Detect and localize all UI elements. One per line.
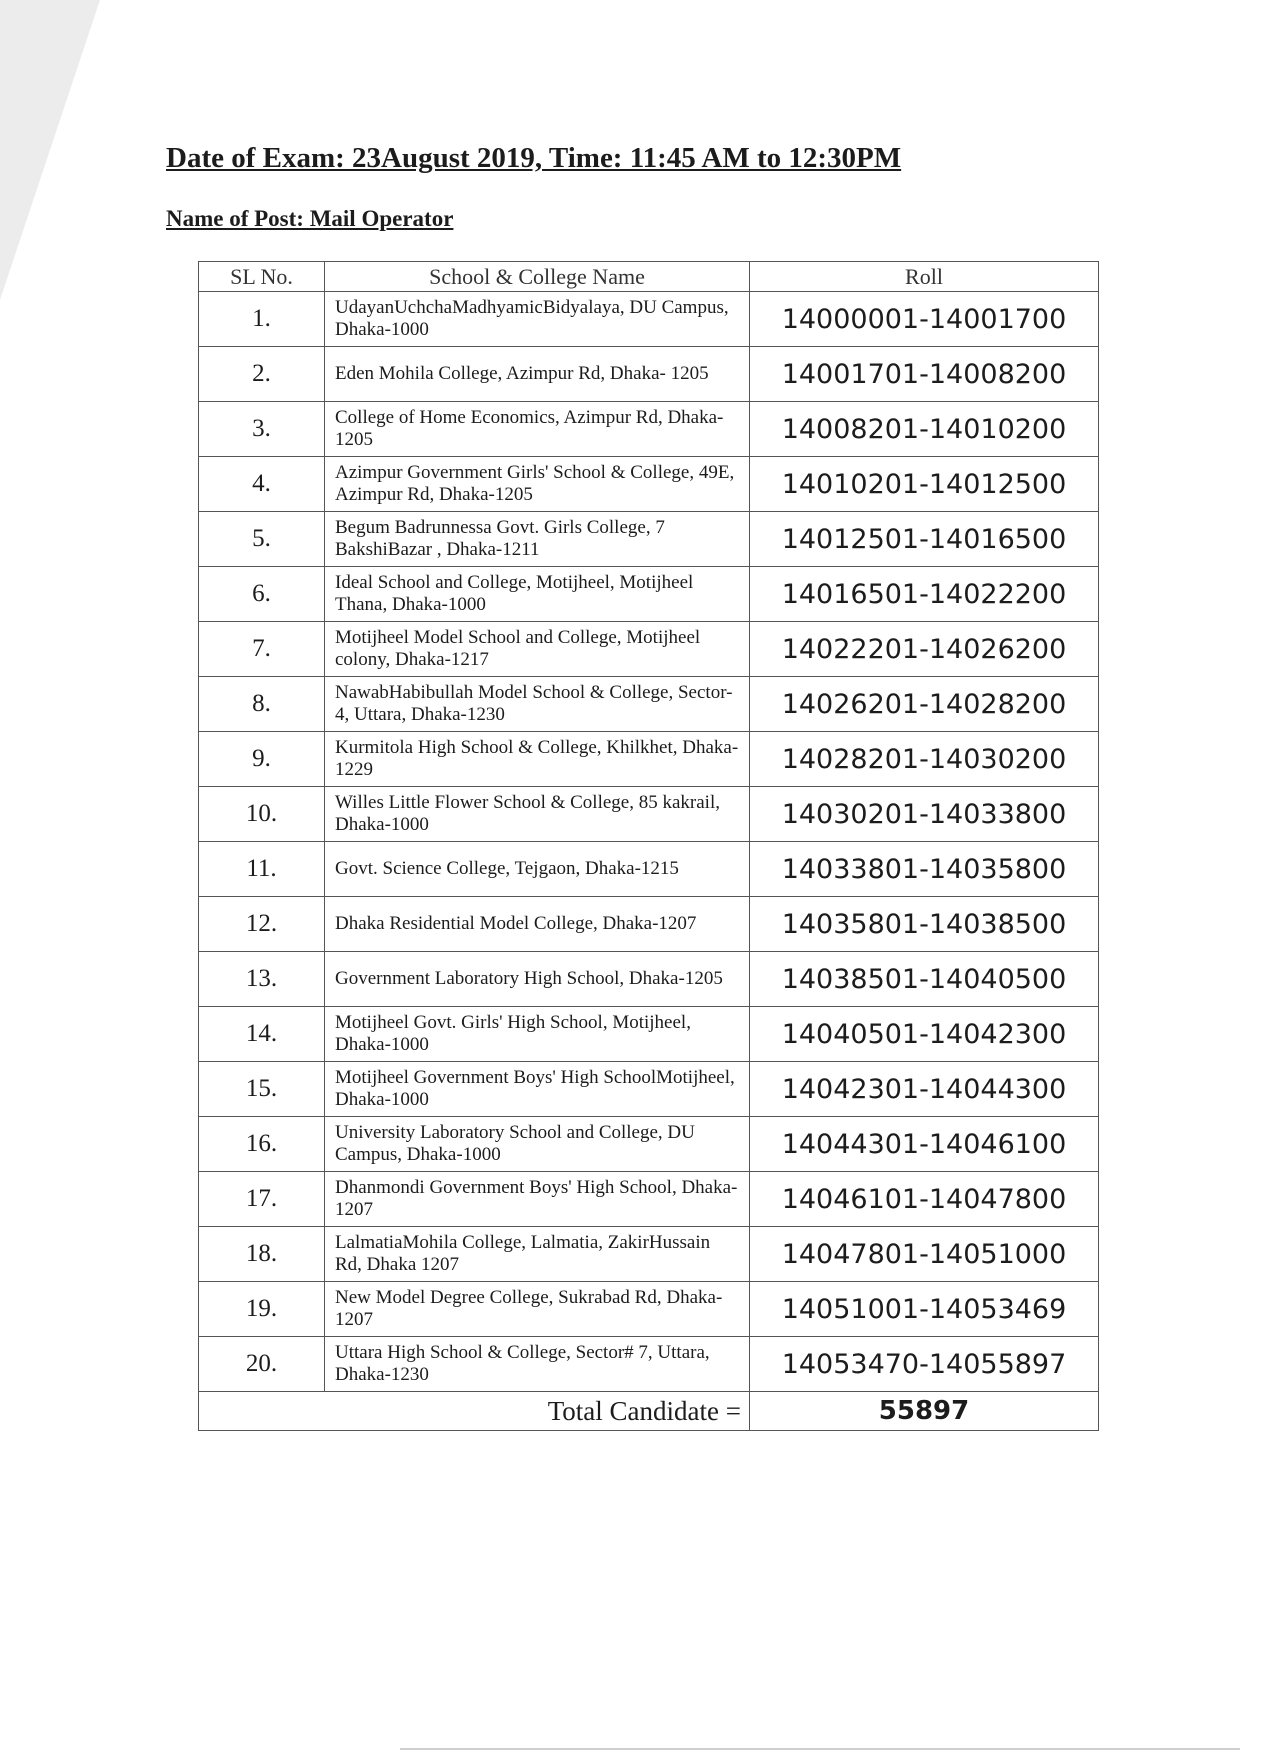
sl-cell: 20. [199, 1337, 325, 1392]
roll-cell: 14053470-14055897 [750, 1337, 1099, 1392]
table-body [199, 292, 1099, 1431]
table-row [199, 1227, 1099, 1282]
school-cell: Begum Badrunnessa Govt. Girls College, 7 BakshiBazar , Dhaka-1211 [325, 512, 750, 567]
roll-cell: 14022201-14026200 [750, 622, 1099, 677]
roll-cell: 14001701-14008200 [750, 347, 1099, 402]
table-row [199, 1172, 1099, 1227]
school-cell: Motijheel Government Boys' High SchoolMotijheel, Dhaka-1000 [325, 1062, 750, 1117]
column-header-school: School & College Name [325, 262, 750, 292]
table-row [199, 622, 1099, 677]
table-row [199, 457, 1099, 512]
roll-cell: 14040501-14042300 [750, 1007, 1099, 1062]
roll-cell: 14044301-14046100 [750, 1117, 1099, 1172]
table-row [199, 952, 1099, 1007]
roll-cell: 14000001-14001700 [750, 292, 1099, 347]
table-row [199, 347, 1099, 402]
sl-cell: 18. [199, 1227, 325, 1282]
sl-cell: 14. [199, 1007, 325, 1062]
school-cell: UdayanUchchaMadhyamicBidyalaya, DU Campus, Dhaka-1000 [325, 292, 750, 347]
school-cell: University Laboratory School and College, DU Campus, Dhaka-1000 [325, 1117, 750, 1172]
table-row [199, 842, 1099, 897]
sl-cell: 8. [199, 677, 325, 732]
school-cell: Govt. Science College, Tejgaon, Dhaka-1215 [325, 842, 750, 897]
table-row [199, 402, 1099, 457]
roll-cell: 14010201-14012500 [750, 457, 1099, 512]
sl-cell: 19. [199, 1282, 325, 1337]
sl-cell: 9. [199, 732, 325, 787]
sl-cell: 1. [199, 292, 325, 347]
total-label: Total Candidate = [199, 1392, 750, 1431]
table-row [199, 1282, 1099, 1337]
table-row [199, 1007, 1099, 1062]
exam-date-heading: Date of Exam: 23August 2019, Time: 11:45 AM to 12:30PM [166, 142, 902, 174]
table-row [199, 1117, 1099, 1172]
sl-cell: 2. [199, 347, 325, 402]
roll-cell: 14033801-14035800 [750, 842, 1099, 897]
school-cell: Government Laboratory High School, Dhaka-1205 [325, 952, 750, 1007]
sl-cell: 4. [199, 457, 325, 512]
school-cell: Azimpur Government Girls' School & College, 49E, Azimpur Rd, Dhaka-1205 [325, 457, 750, 512]
table-row [199, 1062, 1099, 1117]
roll-cell: 14008201-14010200 [750, 402, 1099, 457]
roll-cell: 14035801-14038500 [750, 897, 1099, 952]
school-cell: College of Home Economics, Azimpur Rd, Dhaka-1205 [325, 402, 750, 457]
school-cell: Ideal School and College, Motijheel, Motijheel Thana, Dhaka-1000 [325, 567, 750, 622]
school-cell: Kurmitola High School & College, Khilkhet, Dhaka-1229 [325, 732, 750, 787]
roll-cell: 14042301-14044300 [750, 1062, 1099, 1117]
scan-corner-shadow [0, 0, 100, 300]
roll-cell: 14012501-14016500 [750, 512, 1099, 567]
table-row [199, 292, 1099, 347]
school-cell: Uttara High School & College, Sector# 7, Uttara, Dhaka-1230 [325, 1337, 750, 1392]
sl-cell: 6. [199, 567, 325, 622]
sl-cell: 12. [199, 897, 325, 952]
school-cell: NawabHabibullah Model School & College, Sector-4, Uttara, Dhaka-1230 [325, 677, 750, 732]
roll-cell: 14047801-14051000 [750, 1227, 1099, 1282]
roll-cell: 14026201-14028200 [750, 677, 1099, 732]
sl-cell: 7. [199, 622, 325, 677]
school-cell: Motijheel Govt. Girls' High School, Motijheel, Dhaka-1000 [325, 1007, 750, 1062]
school-cell: Eden Mohila College, Azimpur Rd, Dhaka- 1205 [325, 347, 750, 402]
table-row [199, 567, 1099, 622]
school-cell: New Model Degree College, Sukrabad Rd, Dhaka-1207 [325, 1282, 750, 1337]
table-row [199, 787, 1099, 842]
roll-allocation-table [198, 261, 1099, 1431]
school-cell: Dhanmondi Government Boys' High School, Dhaka-1207 [325, 1172, 750, 1227]
sl-cell: 5. [199, 512, 325, 567]
sl-cell: 11. [199, 842, 325, 897]
table-row [199, 1337, 1099, 1392]
table-row [199, 732, 1099, 787]
table-row [199, 677, 1099, 732]
roll-cell: 14016501-14022200 [750, 567, 1099, 622]
column-header-roll: Roll [750, 262, 1099, 292]
sl-cell: 17. [199, 1172, 325, 1227]
total-value: 55897 [750, 1392, 1099, 1431]
sl-cell: 10. [199, 787, 325, 842]
table-header-row [199, 262, 1099, 292]
sl-cell: 16. [199, 1117, 325, 1172]
scan-edge-line [400, 1748, 1240, 1750]
school-cell: Dhaka Residential Model College, Dhaka-1207 [325, 897, 750, 952]
school-cell: Motijheel Model School and College, Motijheel colony, Dhaka-1217 [325, 622, 750, 677]
roll-cell: 14028201-14030200 [750, 732, 1099, 787]
school-cell: Willes Little Flower School & College, 85 kakrail, Dhaka-1000 [325, 787, 750, 842]
roll-cell: 14051001-14053469 [750, 1282, 1099, 1337]
roll-cell: 14046101-14047800 [750, 1172, 1099, 1227]
sl-cell: 13. [199, 952, 325, 1007]
roll-cell: 14030201-14033800 [750, 787, 1099, 842]
sl-cell: 15. [199, 1062, 325, 1117]
sl-cell: 3. [199, 402, 325, 457]
column-header-sl: SL No. [199, 262, 325, 292]
school-cell: LalmatiaMohila College, Lalmatia, ZakirHussain Rd, Dhaka 1207 [325, 1227, 750, 1282]
table-row [199, 512, 1099, 567]
post-name-heading: Name of Post: Mail Operator [166, 206, 454, 231]
total-row [199, 1392, 1099, 1431]
table-row [199, 897, 1099, 952]
roll-cell: 14038501-14040500 [750, 952, 1099, 1007]
